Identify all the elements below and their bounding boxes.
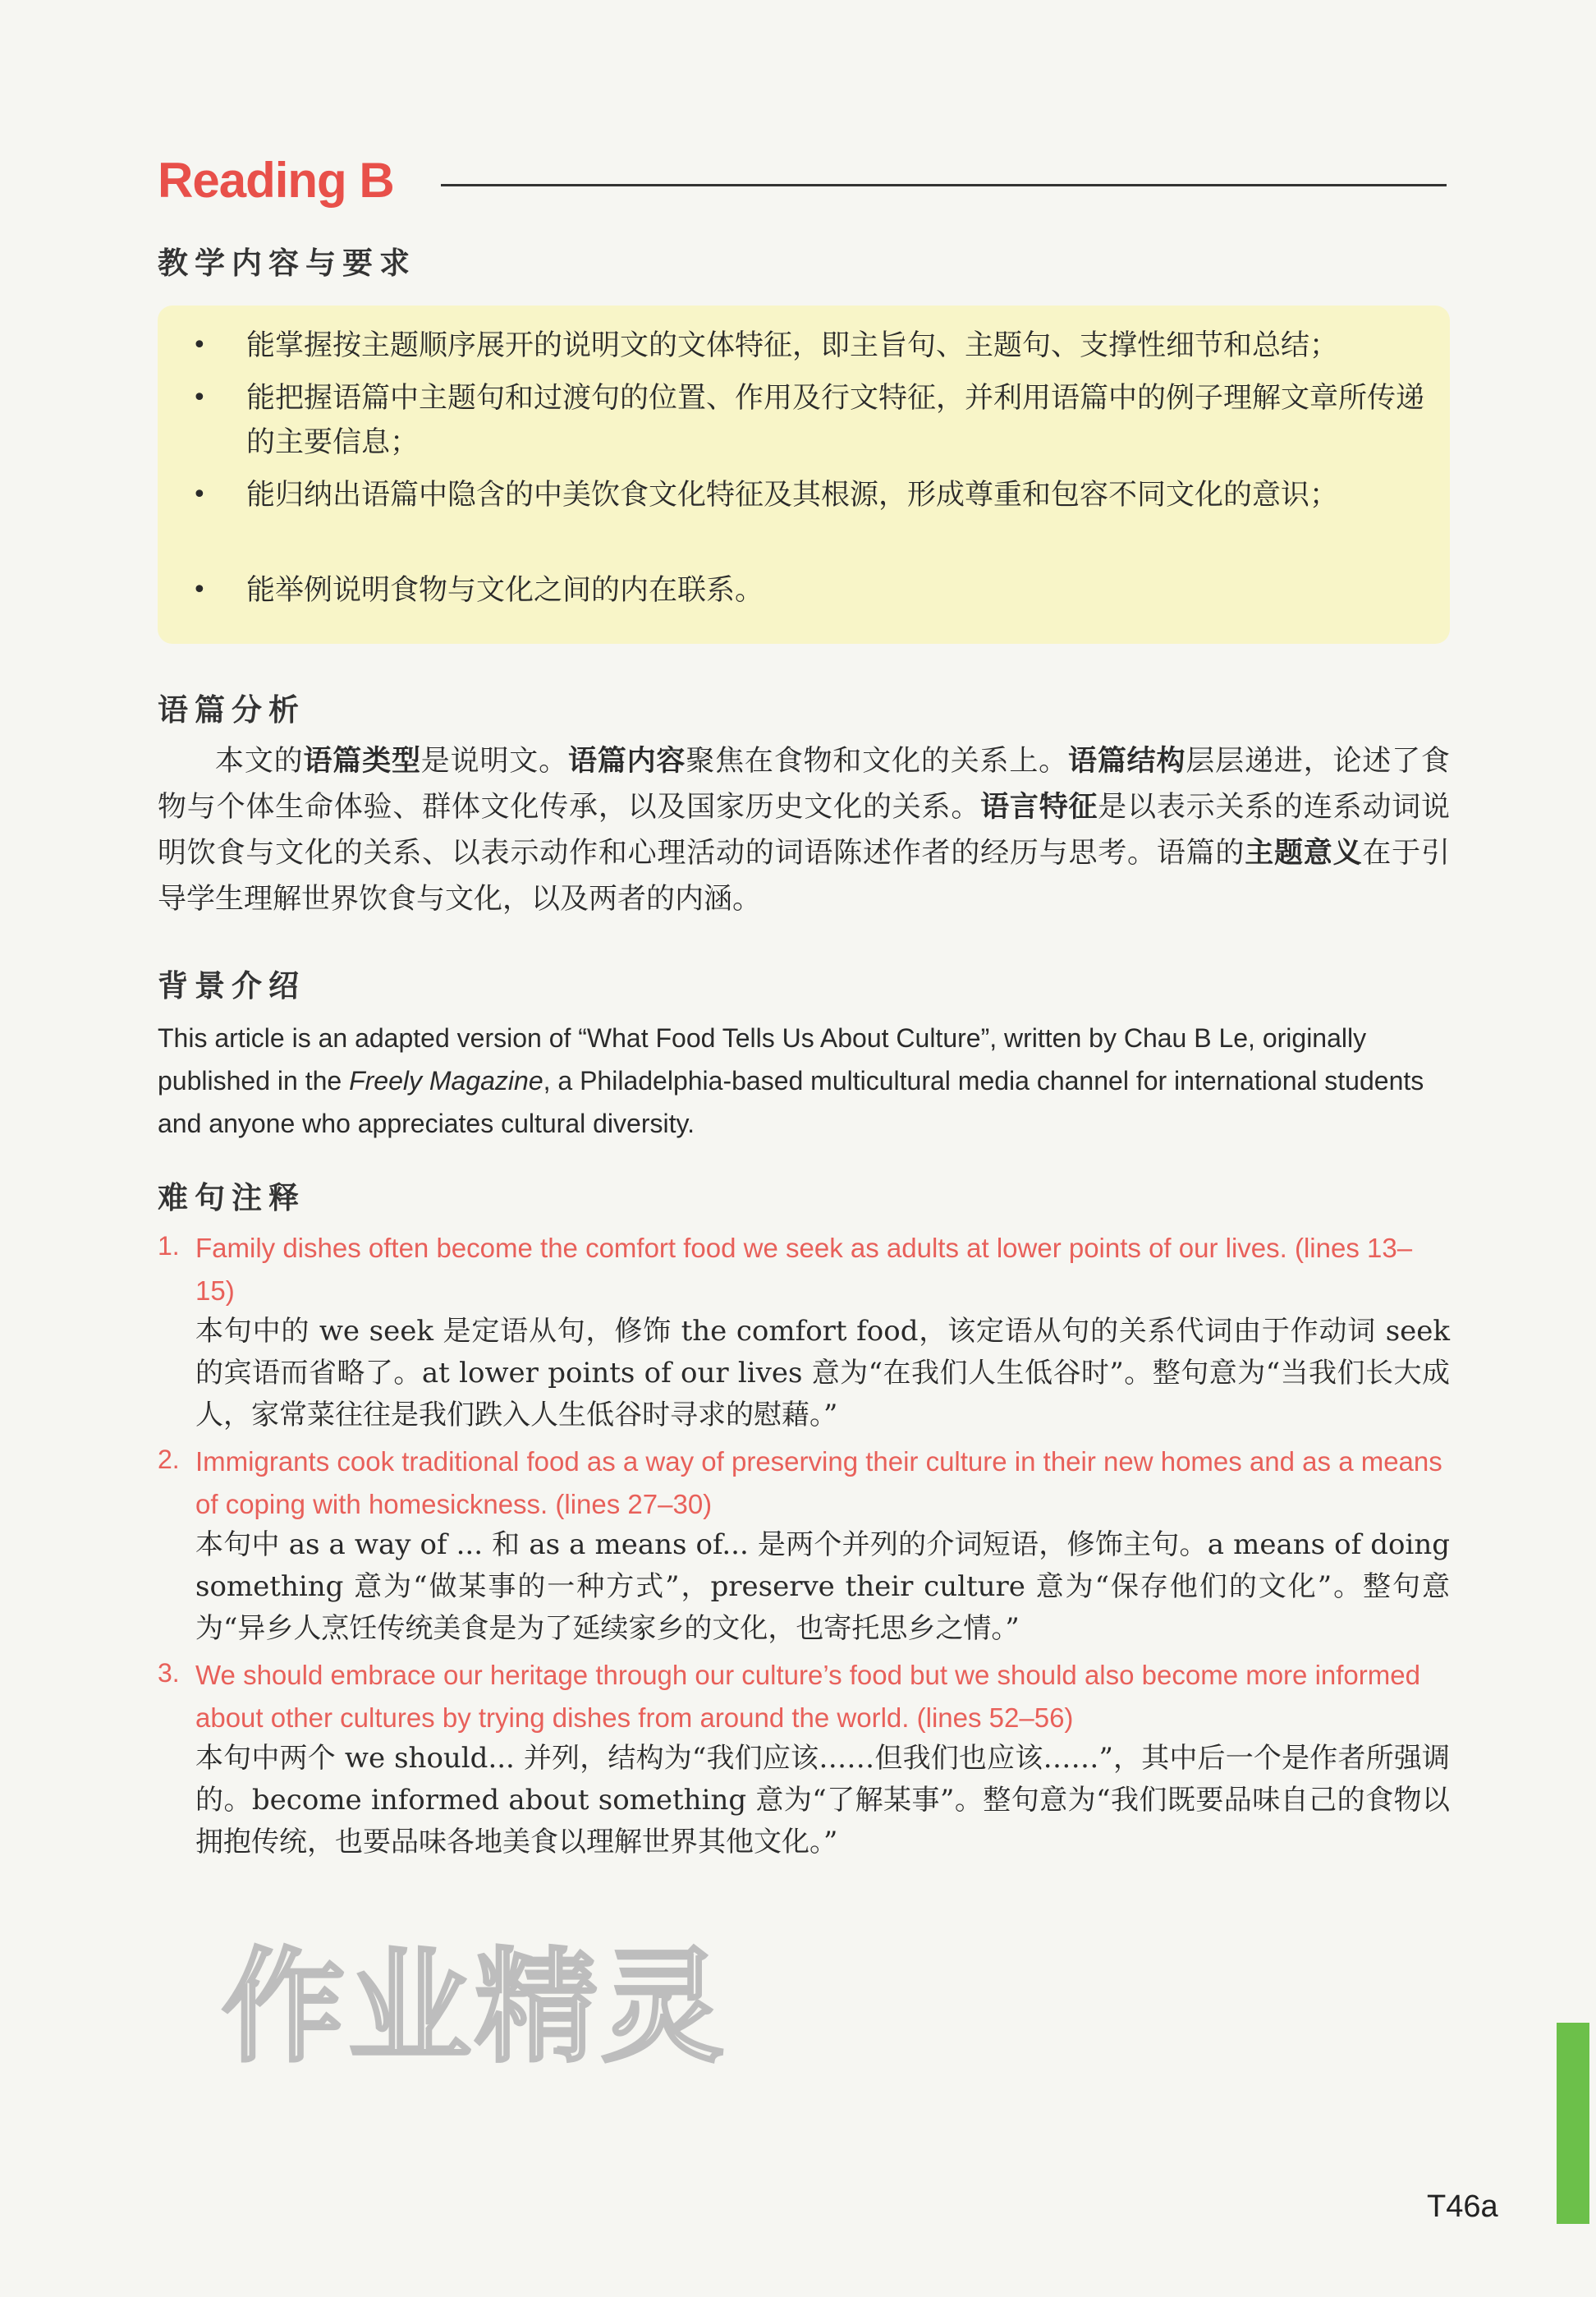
- bullet-icon: •: [192, 384, 207, 412]
- note-explanation: 本句中两个 we should... 并列，结构为“我们应该……但我们也应该……”，其中后一个是作者所强调的。become informed about something 意为“了解某事”。整句意为“我们既要品味自己的食物以拥抱传统，也要品味各地美食以理解世界其他文化。”: [195, 1742, 1450, 1858]
- background-heading: 背景介绍: [158, 968, 305, 1004]
- note-explanation: 本句中的 we seek 是定语从句，修饰 the comfort food，该定语从句的关系代词由于作动词 seek 的宾语而省略了。at lower points of our lives 意为“在我们人生低谷时”。整句意为“当我们长大成人，家常菜往往是我们跌入人生低谷时寻求的慰藉。”: [195, 1315, 1450, 1431]
- objective-item: • 能归纳出语篇中隐含的中美饮食文化特征及其根源，形成尊重和包容不同文化的意识；: [246, 473, 1425, 517]
- objective-item: • 能把握语篇中主题句和过渡句的位置、作用及行文特征，并利用语篇中的例子理解文章所传递的主要信息；: [246, 376, 1425, 465]
- key-term: 主题意义: [1245, 836, 1363, 870]
- chapter-side-tab: [1557, 2023, 1589, 2224]
- key-term: 语言特征: [980, 790, 1098, 824]
- key-term: 语篇内容: [567, 744, 686, 778]
- note-sentence: Immigrants cook traditional food as a way of preserving their culture in their new homes and as a means of coping with homesickness. (lines 27–30): [195, 1446, 1442, 1519]
- bullet-icon: •: [192, 576, 207, 604]
- note-explanation: 本句中 as a way of ... 和 as a means of... 是两个并列的介词短语，修饰主句。a means of doing something 意为“做某事的一种方式”，preserve their culture 意为“保存他们的文化”。整句意为“异乡人烹饪传统美食是为了延续家乡的文化，也寄托思乡之情。”: [195, 1528, 1450, 1645]
- note-sentence: Family dishes often become the comfort food we seek as adults at lower points of our lives. (lines 13–15): [195, 1233, 1413, 1306]
- analysis-paragraph: 本文的语篇类型是说明文。语篇内容聚焦在食物和文化的关系上。语篇结构层层递进，论述了食物与个体生命体验、群体文化传承，以及国家历史文化的关系。语言特征是以表示关系的连系动词说明饮食与文化的关系、以表示动作和心理活动的词语陈述作者的经历与思考。语篇的主题意义在于引导学生理解世界饮食与文化，以及两者的内涵。: [158, 744, 1450, 916]
- watermark: 作业精灵: [222, 1936, 728, 2079]
- bullet-icon: •: [192, 331, 207, 360]
- background-paragraph: This article is an adapted version of “What Food Tells Us About Culture”, written by Chau B Le, originally published in the Freely Magazine, a Philadelphia-based multicultural media channel for international students and anyone who appreciates cultural diversity.: [158, 1023, 1424, 1138]
- magazine-name: Freely Magazine: [349, 1066, 543, 1096]
- note-number: 1.: [158, 1231, 180, 1261]
- objective-item: • 能举例说明食物与文化之间的内在联系。: [246, 568, 1425, 613]
- bullet-icon: •: [192, 480, 207, 509]
- note-number: 3.: [158, 1658, 180, 1688]
- key-term: 语篇类型: [303, 744, 421, 778]
- title-rule: [441, 184, 1447, 186]
- analysis-heading: 语篇分析: [158, 692, 305, 728]
- note-sentence: We should embrace our heritage through our culture’s food but we should also become more informed about other cultures by trying dishes from around the world. (lines 52–56): [195, 1660, 1420, 1733]
- objectives-box: [158, 306, 1450, 644]
- objectives-heading: 教学内容与要求: [158, 246, 416, 281]
- notes-heading: 难句注释: [158, 1180, 305, 1215]
- page-title: Reading B: [158, 153, 394, 208]
- key-term: 语篇结构: [1068, 744, 1186, 778]
- title-row: [158, 148, 1447, 214]
- page-number: T46a: [1427, 2189, 1498, 2224]
- objective-item: • 能掌握按主题顺序展开的说明文的文体特征，即主旨句、主题句、支撑性细节和总结；: [246, 324, 1425, 368]
- note-number: 2.: [158, 1445, 180, 1474]
